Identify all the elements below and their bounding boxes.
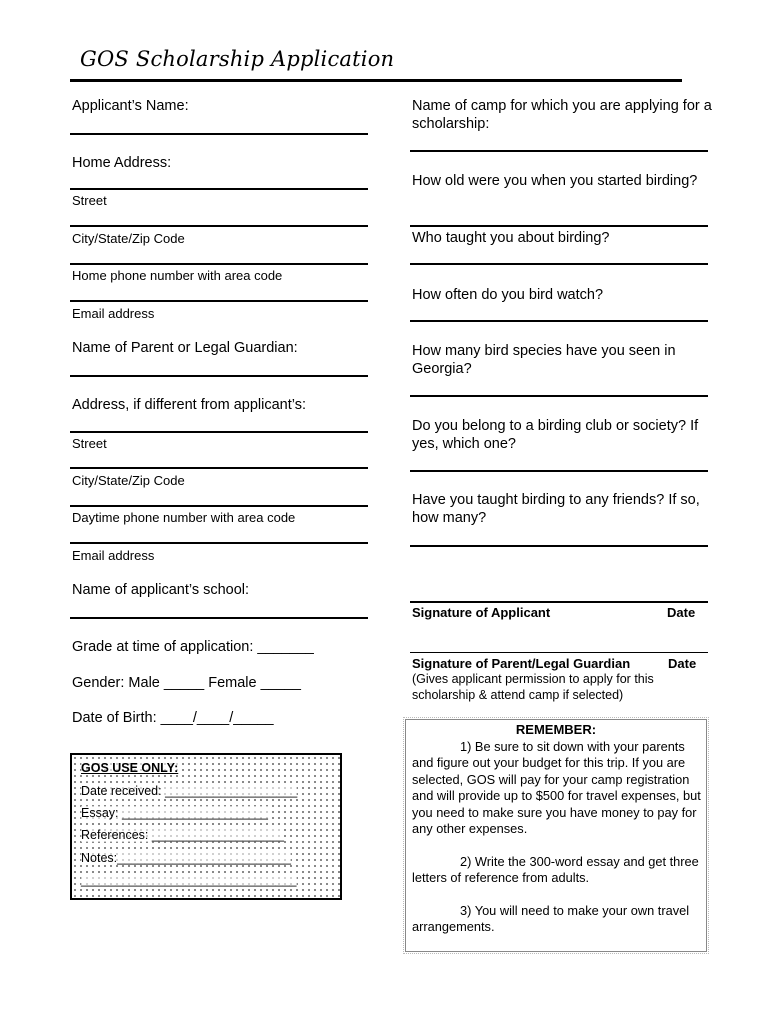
club-label: Do you belong to a birding club or society? If yes, which one? bbox=[412, 418, 699, 452]
essay-field[interactable]: Essay: _____________________ bbox=[81, 806, 268, 820]
home-address-label: Home Address: bbox=[72, 155, 172, 171]
species-label: How many bird species have you seen in Georgia? bbox=[412, 343, 676, 377]
applicant-signature-label: Signature of Applicant bbox=[412, 605, 551, 620]
date-received-field[interactable]: Date received: ___________________ bbox=[81, 784, 298, 798]
email2-label: Email address bbox=[72, 548, 155, 563]
applicant-name-label: Applicant’s Name: bbox=[72, 98, 189, 114]
camp-name-label: Name of camp for which you are applying for a scholarship: bbox=[412, 98, 712, 132]
remember-item-3: 3) You will need to make your own travel arrangements. bbox=[412, 903, 690, 935]
street-label: Street bbox=[72, 193, 107, 208]
email-label: Email address bbox=[72, 306, 155, 321]
parent-name-line[interactable] bbox=[70, 375, 368, 377]
school-line[interactable] bbox=[70, 617, 368, 619]
age-started-line[interactable] bbox=[410, 225, 708, 227]
gender-field[interactable]: Gender: Male _____ Female _____ bbox=[72, 675, 301, 691]
how-often-line[interactable] bbox=[410, 320, 708, 322]
camp-name-line[interactable] bbox=[410, 150, 708, 152]
email-line[interactable] bbox=[70, 300, 368, 302]
address-if-different-label: Address, if different from applicant’s: bbox=[72, 397, 306, 413]
parent-signature-line[interactable] bbox=[410, 652, 708, 653]
grade-field[interactable]: Grade at time of application: _______ bbox=[72, 639, 314, 655]
references-field[interactable]: References: ___________________ bbox=[81, 828, 284, 842]
how-often-label: How often do you bird watch? bbox=[412, 287, 604, 303]
species-line[interactable] bbox=[410, 395, 708, 397]
club-line[interactable] bbox=[410, 470, 708, 472]
notes-field[interactable]: Notes:_________________________ bbox=[81, 851, 291, 865]
who-taught-line[interactable] bbox=[410, 263, 708, 265]
taught-friends-line[interactable] bbox=[410, 545, 708, 547]
applicant-name-line[interactable] bbox=[70, 133, 368, 135]
city-state-zip-line[interactable] bbox=[70, 225, 368, 227]
gos-use-only-box bbox=[70, 753, 342, 900]
age-started-label: How old were you when you started birding? bbox=[412, 173, 698, 189]
notes-extra-line[interactable]: _______________________________ bbox=[81, 873, 297, 887]
parent-name-label: Name of Parent or Legal Guardian: bbox=[72, 340, 298, 356]
gos-heading: GOS USE ONLY: bbox=[81, 761, 179, 775]
title-divider bbox=[70, 79, 682, 82]
form-title: GOS Scholarship Application bbox=[80, 47, 395, 71]
daytime-phone-label: Daytime phone number with area code bbox=[72, 510, 296, 525]
home-phone-label: Home phone number with area code bbox=[72, 268, 283, 283]
city-state-zip-label: City/State/Zip Code bbox=[72, 231, 185, 246]
parent-date-label: Date bbox=[668, 656, 697, 671]
parent-signature-label: Signature of Parent/Legal Guardian bbox=[412, 656, 631, 671]
home-phone-line[interactable] bbox=[70, 263, 368, 265]
remember-item-1: 1) Be sure to sit down with your parents and figure out your budget for this trip. If you are selected, GOS will pay for your camp registration and will provide up to $500 for travel expenses, but you need to make sure you have money to pay for any other expenses. bbox=[412, 739, 701, 837]
date-of-birth-field[interactable]: Date of Birth: ____/____/_____ bbox=[72, 710, 274, 726]
taught-friends-label: Have you taught birding to any friends? If so, how many? bbox=[412, 492, 700, 526]
parent-permission-note: (Gives applicant permission to apply for this scholarship & attend camp if selected) bbox=[412, 672, 654, 702]
city-state-zip2-line[interactable] bbox=[70, 467, 368, 469]
street2-label: Street bbox=[72, 436, 107, 451]
street2-line[interactable] bbox=[70, 431, 368, 433]
street-line[interactable] bbox=[70, 188, 368, 190]
remember-box bbox=[405, 719, 707, 952]
remember-item-2: 2) Write the 300-word essay and get three letters of reference from adults. bbox=[412, 854, 699, 886]
applicant-signature-line[interactable] bbox=[410, 601, 708, 603]
remember-heading: REMEMBER: bbox=[515, 722, 597, 737]
city-state-zip2-label: City/State/Zip Code bbox=[72, 473, 185, 488]
who-taught-label: Who taught you about birding? bbox=[412, 230, 610, 246]
applicant-date-label: Date bbox=[667, 605, 696, 620]
email2-line[interactable] bbox=[70, 542, 368, 544]
daytime-phone-line[interactable] bbox=[70, 505, 368, 507]
school-label: Name of applicant’s school: bbox=[72, 582, 250, 598]
